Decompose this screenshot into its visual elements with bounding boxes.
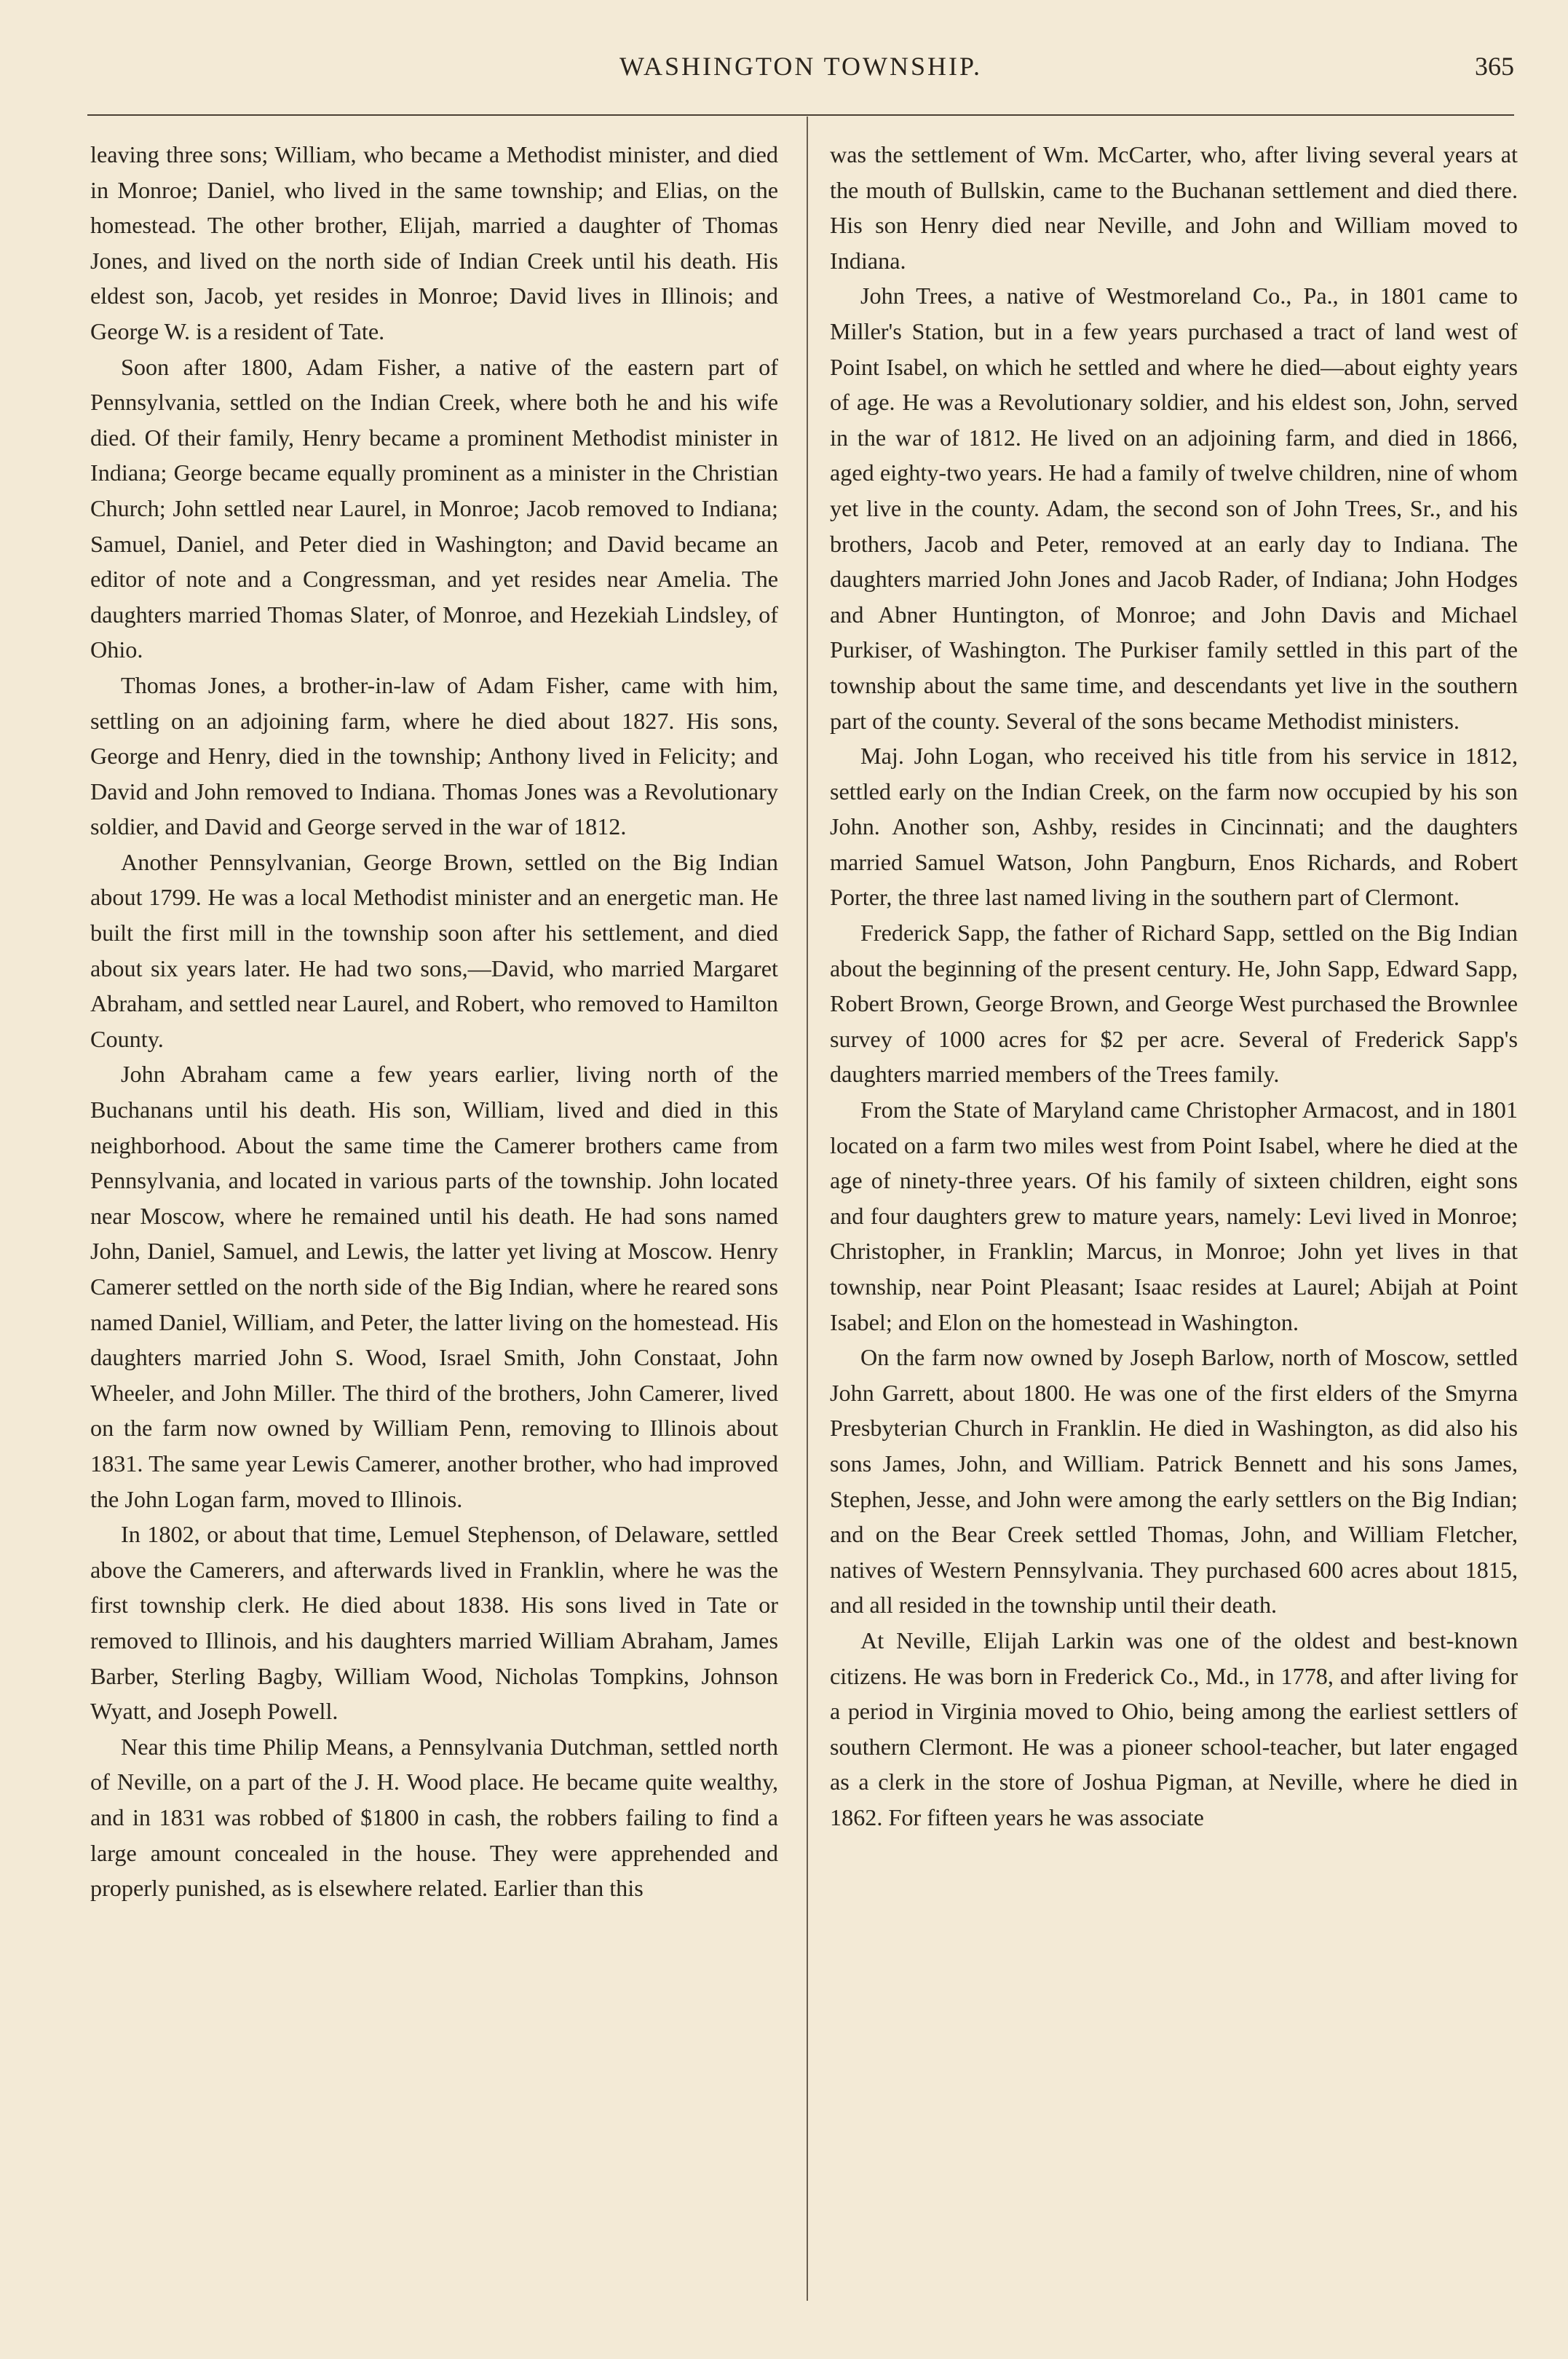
left-column [90,137,778,1906]
paragraph: Near this time Philip Means, a Pennsylvania Dutchman, settled north of Neville, on a part of the J. H. Wood place. He became quite wealthy, and in 1831 was robbed of $1800 in cash, the robbers failing to find a large amount concealed in the house. They were apprehended and properly punished, as is elsewhere related. Earlier than this [90,1733,778,1902]
paragraph: Frederick Sapp, the father of Richard Sapp, settled on the Big Indian about the beginning of the present century. He, John Sapp, Edward Sapp, Robert Brown, George Brown, and George West purchased the Brownlee survey of 1000 acres for $2 per acre. Several of Frederick Sapp's daughters married members of the Trees family. [830,920,1518,1088]
paragraph: leaving three sons; William, who became a Methodist minister, and died in Monroe; Daniel, who lived in the same township; and Elias, on the homestead. The other brother, Elijah, married a daughter of Thomas Jones, and lived on the north side of Indian Creek until his death. His eldest son, Jacob, yet resides in Monroe; David lives in Illinois; and George W. is a resident of Tate. [90,141,778,344]
paragraph: On the farm now owned by Joseph Barlow, north of Moscow, settled John Garrett, about 1800. He was one of the first elders of the Smyrna Presbyterian Church in Franklin. He died in Washington, as did also his sons James, John, and William. Patrick Bennett and his sons James, Stephen, Jesse, and John were among the early settlers on the Big Indian; and on the Bear Creek settled Thomas, John, and William Fletcher, natives of Western Pennsylvania. They purchased 600 acres about 1815, and all resided in the township until their death. [830,1344,1518,1619]
paragraph: Soon after 1800, Adam Fisher, a native of the eastern part of Pennsylvania, settled on the Indian Creek, where both he and his wife died. Of their family, Henry became a prominent Methodist minister in Indiana; George became equally prominent as a minister in the Christian Church; John settled near Laurel, in Monroe; Jacob removed to Indiana; Samuel, Daniel, and Peter died in Washington; and David became an editor of note and a Congressman, and yet resides near Amelia. The daughters married Thomas Slater, of Monroe, and Hezekiah Lindsley, of Ohio. [90,353,778,663]
header-rule [87,114,1514,116]
paragraph: John Trees, a native of Westmoreland Co., Pa., in 1801 came to Miller's Station, but in a few years purchased a tract of land west of Point Isabel, on which he settled and where he died—about eighty years of age. He was a Revolutionary soldier, and his eldest son, John, served in the war of 1812. He lived on an adjoining farm, and died in 1866, aged eighty-two years. He had a family of twelve children, nine of whom yet live in the county. Adam, the second son of John Trees, Sr., and his brothers, Jacob and Peter, removed at an early day to Indiana. The daughters married John Jones and Jacob Rader, of Indiana; John Hodges and Abner Huntington, of Monroe; and John Davis and Michael Purkiser, of Washington. The Purkiser family settled in this part of the township about the same time, and descendants yet live in the southern part of the county. Several of the sons became Methodist ministers. [830,282,1518,734]
paragraph: Another Pennsylvanian, George Brown, settled on the Big Indian about 1799. He was a local Methodist minister and an energetic man. He built the first mill in the township soon after his settlement, and died about six years later. He had two sons,—David, who married Margaret Abraham, and settled near Laurel, and Robert, who removed to Hamilton County. [90,848,778,1052]
running-title: WASHINGTON TOWNSHIP. [619,52,983,81]
page-number: 365 [1475,52,1514,81]
column-divider [807,116,808,2301]
paragraph: John Abraham came a few years earlier, living north of the Buchanans until his death. His son, William, lived and died in this neighborhood. About the same time the Camerer brothers came from Pennsylvania, and located in various parts of the township. John located near Moscow, where he remained until his death. He had sons named John, Daniel, Samuel, and Lewis, the latter yet living at Moscow. Henry Camerer settled on the north side of the Big Indian, where he reared sons named Daniel, William, and Peter, the latter living on the homestead. His daughters married John S. Wood, Israel Smith, John Constaat, John Wheeler, and John Miller. The third of the brothers, John Camerer, lived on the farm now owned by William Penn, removing to Illinois about 1831. The same year Lewis Camerer, another brother, who had improved the John Logan farm, moved to Illinois. [90,1061,778,1512]
paragraph: At Neville, Elijah Larkin was one of the oldest and best-known citizens. He was born in Frederick Co., Md., in 1778, and after living for a period in Virginia moved to Ohio, being among the earliest settlers of southern Clermont. He was a pioneer school-teacher, but later engaged as a clerk in the store of Joshua Pigman, at Neville, where he died in 1862. For fifteen years he was associate [830,1627,1518,1830]
paragraph: In 1802, or about that time, Lemuel Stephenson, of Delaware, settled above the Camerers, and afterwards lived in Franklin, where he was the first township clerk. He died about 1838. His sons lived in Tate or removed to Illinois, and his daughters married William Abraham, James Barber, Sterling Bagby, William Wood, Nicholas Tompkins, Johnson Wyatt, and Joseph Powell. [90,1521,778,1725]
paragraph: From the State of Maryland came Christopher Armacost, and in 1801 located on a farm two miles west from Point Isabel, where he died at the age of ninety-three years. Of his family of sixteen children, eight sons and four daughters grew to mature years, namely: Levi lived in Monroe; Christopher, in Franklin; Marcus, in Monroe; John yet lives in that township, near Point Pleasant; Isaac resides at Laurel; Abijah at Point Isabel; and Elon on the homestead in Washington. [830,1096,1518,1335]
right-column [830,137,1518,1836]
paragraph: was the settlement of Wm. McCarter, who, after living several years at the mouth of Bullskin, came to the Buchanan settlement and died there. His son Henry died near Neville, and John and William moved to Indiana. [830,141,1518,274]
paragraph: Thomas Jones, a brother-in-law of Adam Fisher, came with him, settling on an adjoining farm, where he died about 1827. His sons, George and Henry, died in the township; Anthony lived in Felicity; and David and John removed to Indiana. Thomas Jones was a Revolutionary soldier, and David and George served in the war of 1812. [90,671,778,840]
paragraph: Maj. John Logan, who received his title from his service in 1812, settled early on the Indian Creek, on the farm now occupied by his son John. Another son, Ashby, resides in Cincinnati; and the daughters married Samuel Watson, John Pangburn, Enos Richards, and Robert Porter, the three last named living in the southern part of Clermont. [830,743,1518,911]
page-header [87,51,1514,95]
